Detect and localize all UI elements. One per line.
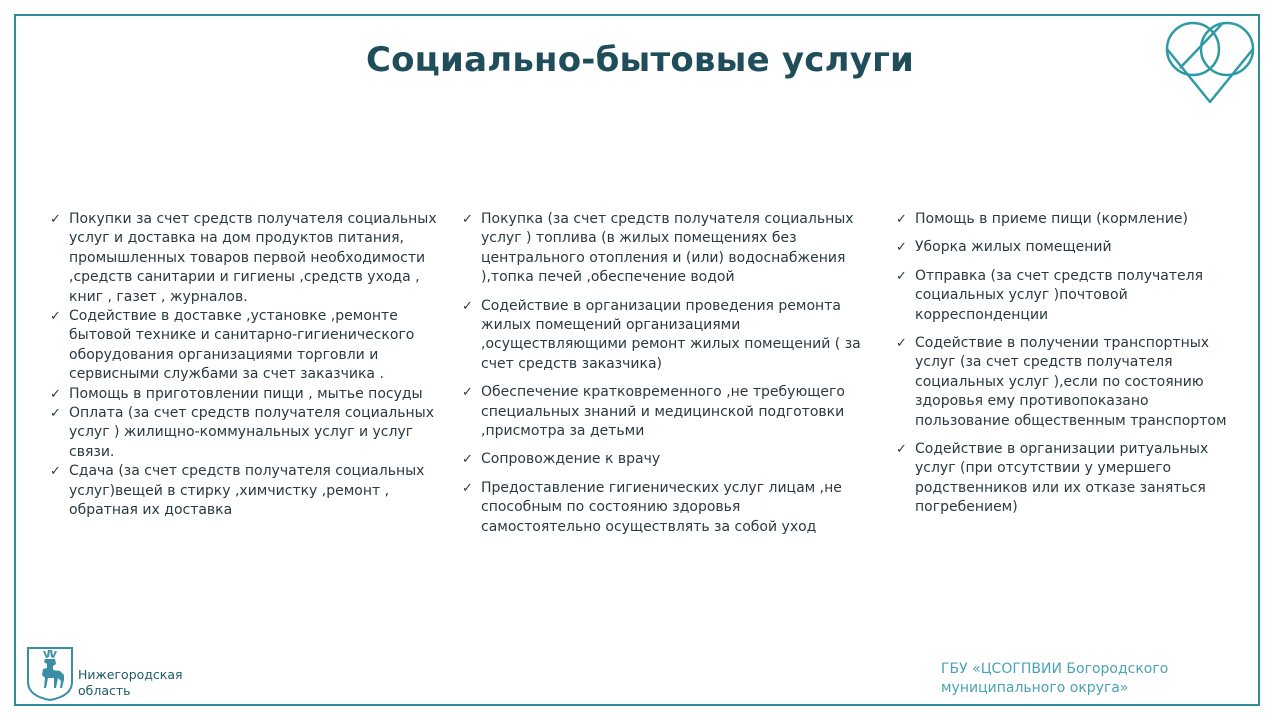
services-column-3: [896, 210, 1236, 527]
list-item-text: Уборка жилых помещений: [915, 239, 1112, 256]
list-item-text: Предоставление гигиенических услуг лицам ,не способным по состоянию здоровья самостоятельно осуществлять за собой уход: [481, 479, 842, 535]
services-column-2: [462, 210, 862, 546]
check-icon: ✓: [462, 212, 473, 227]
list-item: [462, 383, 862, 441]
list-item-text: Сдача (за счет средств получателя социальных услуг)вещей в стирку ,химчистку ,ремонт , обратная их доставка: [69, 463, 425, 519]
list-item-text: Содействие в получении транспортных услуг (за счет средств получателя социальных услуг ),если по состоянию здоровья ему противопоказано пользование общественным транспортом: [915, 335, 1227, 429]
region-name: [78, 667, 183, 699]
list-item-text: Помощь в приготовлении пищи , мытье посуды: [69, 385, 423, 402]
list-item-text: Содействие в организации проведения ремонта жилых помещений организациями ,осуществляющими ремонт жилых помещений ( за счет средств заказчика): [481, 297, 861, 372]
list-item: [896, 440, 1236, 518]
region-name-line1: Нижегородская: [78, 666, 183, 682]
list-item-text: Покупки за счет средств получателя социальных услуг и доставка на дом продуктов питания, промышленных товаров первой необходимости ,средств санитарии и гигиены ,средств ухода , книг , газет , журналов.: [69, 211, 437, 305]
check-icon: ✓: [50, 309, 61, 325]
organization-name: [941, 660, 1241, 698]
list-item: [896, 210, 1236, 229]
list-item: [462, 297, 862, 375]
check-icon: ✓: [50, 406, 61, 422]
list-item-text: Обеспечение кратковременного ,не требующего специальных знаний и медицинской подготовки ,присмотра за детьми: [481, 384, 845, 440]
list-item-text: Содействие в организации ритуальных услуг (при отсутствии у умершего родственников или их отказе заняться погребением): [915, 441, 1209, 516]
list-item-text: Содействие в доставке ,установке ,ремонте бытовой технике и санитарно-гигиенического оборудования организациями торговли и сервисными службами за счет заказчика .: [69, 308, 415, 383]
list-item-text: Сопровождение к врачу: [481, 451, 661, 468]
services-list-2: [462, 210, 862, 537]
deer-emblem-icon: [26, 646, 74, 701]
check-icon: ✓: [896, 212, 907, 227]
services-list-3: [896, 210, 1236, 518]
check-icon: ✓: [896, 240, 907, 256]
region-name-line2: область: [78, 682, 131, 698]
list-item: [50, 462, 450, 520]
list-item: [50, 385, 450, 404]
list-item: [50, 307, 450, 385]
check-icon: ✓: [50, 386, 61, 402]
check-icon: ✓: [462, 452, 473, 468]
list-item: [896, 267, 1236, 325]
check-icon: ✓: [896, 268, 907, 284]
region-logo: [26, 646, 183, 701]
check-icon: ✓: [462, 298, 473, 314]
organization-name-line2: муниципального округа»: [941, 680, 1129, 696]
list-item: [896, 238, 1236, 257]
check-icon: ✓: [896, 442, 907, 458]
list-item: [896, 334, 1236, 431]
list-item: [50, 210, 450, 307]
list-item: [50, 404, 450, 462]
check-icon: ✓: [50, 464, 61, 480]
list-item-text: Оплата (за счет средств получателя социальных услуг ) жилищно-коммунальных услуг и услуг связи.: [69, 405, 434, 460]
check-icon: ✓: [50, 212, 61, 227]
organization-name-line1: ГБУ «ЦСОГПВИИ Богородского: [941, 661, 1169, 677]
check-icon: ✓: [462, 480, 473, 496]
check-icon: ✓: [462, 385, 473, 401]
list-item-text: Покупка (за счет средств получателя социальных услуг ) топлива (в жилых помещениях без центрального отопления и (или) водоснабжения ),топка печей ,обеспечение водой: [481, 211, 854, 286]
services-list-1: [50, 210, 450, 521]
list-item-text: Помощь в приеме пищи (кормление): [915, 211, 1188, 227]
list-item: [462, 210, 862, 288]
services-column-1: [50, 210, 450, 521]
list-item: [462, 450, 862, 469]
check-icon: ✓: [896, 336, 907, 352]
list-item: [462, 479, 862, 537]
heart-circles-logo: [1160, 16, 1260, 106]
page-title: Социально-бытовые услуги: [365, 40, 915, 80]
list-item-text: Отправка (за счет средств получателя социальных услуг )почтовой корреспонденции: [915, 267, 1204, 323]
